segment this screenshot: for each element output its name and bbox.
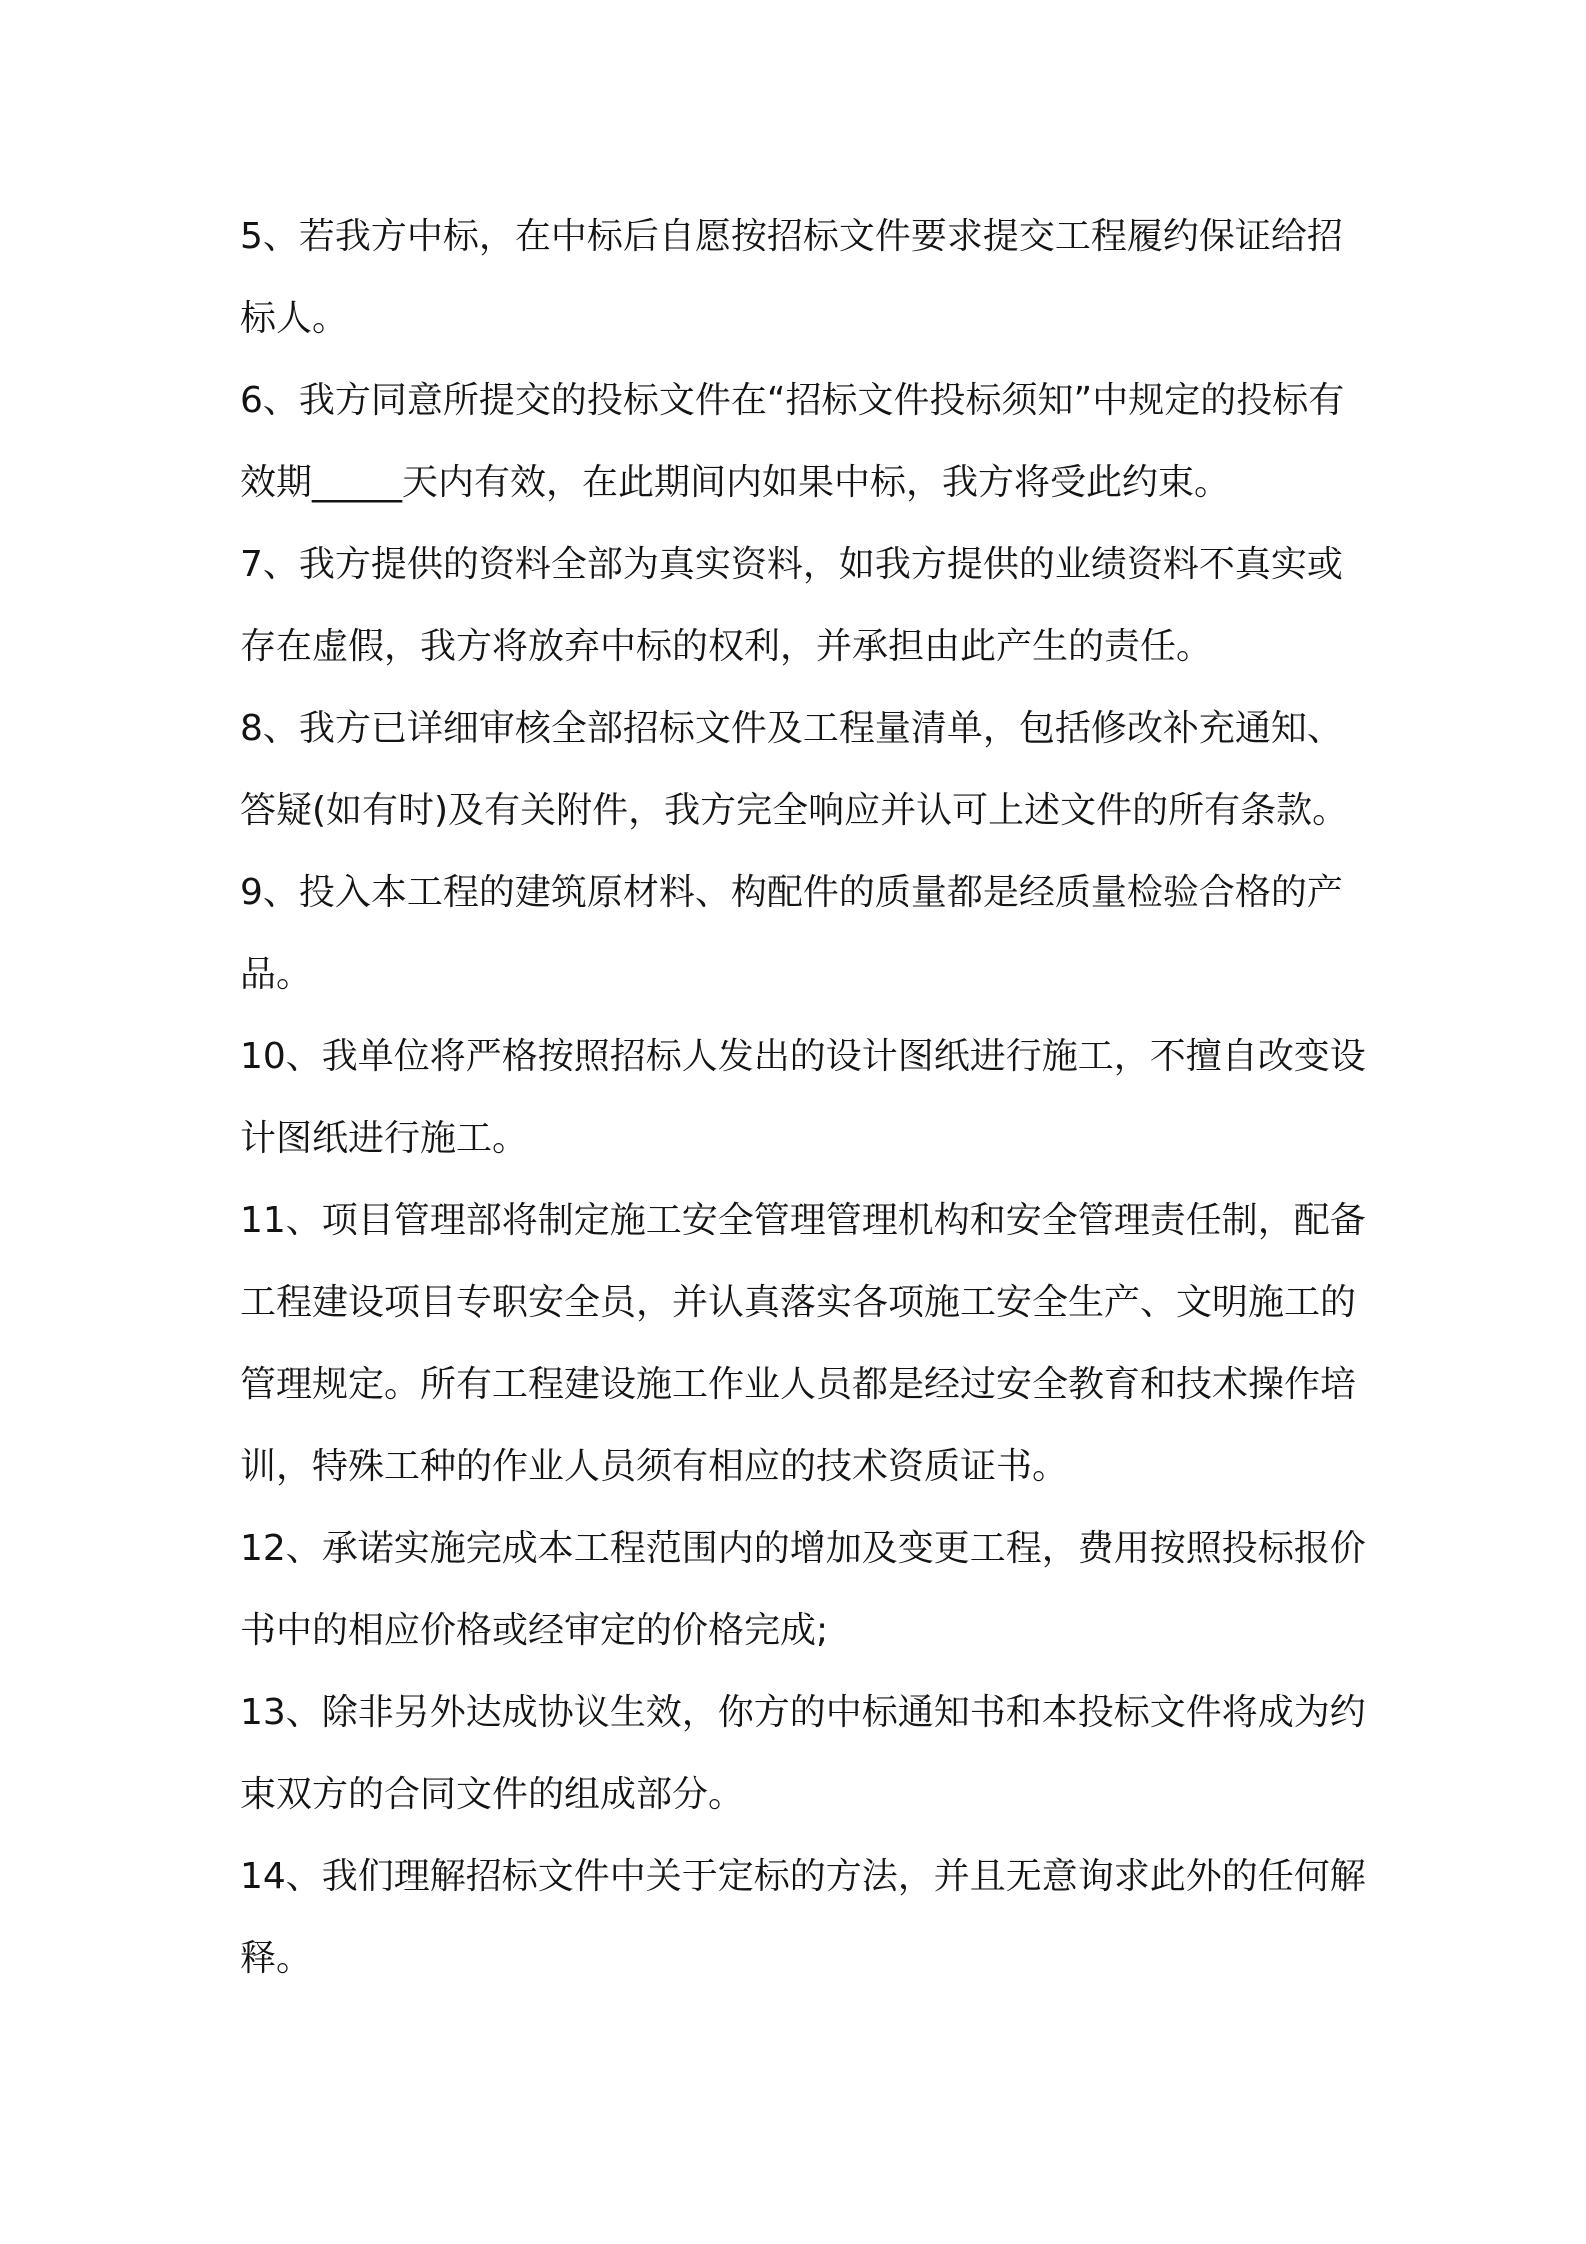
clause-10: 10、我单位将严格按照招标人发出的设计图纸进行施工，不擅自改变设计图纸进行施工。 [240,1036,1366,1159]
document-body [240,196,1370,2000]
clause-11: 11、项目管理部将制定施工安全管理管理机构和安全管理责任制，配备工程建设项目专职安全员，并认真落实各项施工安全生产、文明施工的管理规定。所有工程建设施工作业人员都是经过安全教育和技术操作培训，特殊工种的作业人员须有相应的技术资质证书。 [240,1200,1366,1487]
clause-13: 13、除非另外达成协议生效，你方的中标通知书和本投标文件将成为约束双方的合同文件的组成部分。 [240,1692,1366,1815]
clause-6: 6、我方同意所提交的投标文件在“招标文件投标须知”中规定的投标有效期_____天内有效，在此期间内如果中标，我方将受此约束。 [240,380,1345,503]
clause-7: 7、我方提供的资料全部为真实资料，如我方提供的业绩资料不真实或存在虚假，我方将放弃中标的权利，并承担由此产生的责任。 [240,544,1343,667]
clause-9: 9、投入本工程的建筑原材料、构配件的质量都是经质量检验合格的产品。 [240,872,1343,995]
clause-12: 12、承诺实施完成本工程范围内的增加及变更工程，费用按照投标报价书中的相应价格或经审定的价格完成; [240,1528,1366,1651]
clause-5: 5、若我方中标，在中标后自愿按招标文件要求提交工程履约保证给招标人。 [240,216,1343,339]
clause-14: 14、我们理解招标文件中关于定标的方法，并且无意询求此外的任何解释。 [240,1856,1366,1979]
clause-8: 8、我方已详细审核全部招标文件及工程量清单，包括修改补充通知、答疑(如有时)及有关附件，我方完全响应并认可上述文件的所有条款。 [240,708,1349,831]
